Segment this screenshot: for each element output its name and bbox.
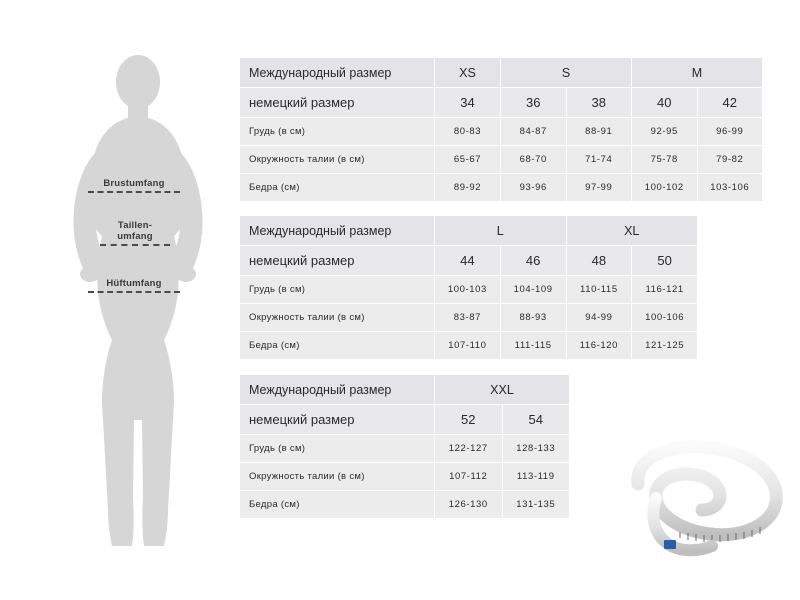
table-row [240, 58, 763, 88]
german-size-cell: 34 [435, 88, 501, 118]
row-header-cell: немецкий размер [240, 246, 435, 276]
table-row [240, 463, 570, 491]
table-row [240, 174, 763, 202]
table-row [240, 88, 763, 118]
table-row [240, 216, 698, 246]
waist-dashed-line [100, 244, 170, 246]
table-row [240, 435, 570, 463]
table-row [240, 332, 698, 360]
measurement-cell: 88-91 [566, 118, 632, 146]
measurement-cell: 75-78 [632, 146, 698, 174]
row-header-cell: Грудь (в см) [240, 276, 435, 304]
label-bust-text: Brustumfang [103, 178, 165, 189]
measurement-cell: 88-93 [500, 304, 566, 332]
measurement-cell: 97-99 [566, 174, 632, 202]
measurement-cell: 96-99 [697, 118, 763, 146]
measurement-cell: 111-115 [500, 332, 566, 360]
german-size-cell: 42 [697, 88, 763, 118]
row-header-cell: Международный размер [240, 58, 435, 88]
german-size-cell: 48 [566, 246, 632, 276]
measurement-cell: 103-106 [697, 174, 763, 202]
row-header-cell: Бедра (см) [240, 174, 435, 202]
german-size-cell: 50 [632, 246, 698, 276]
measurement-cell: 122-127 [435, 435, 503, 463]
measurement-cell: 110-115 [566, 276, 632, 304]
row-header-cell: Грудь (в см) [240, 118, 435, 146]
measurement-cell: 92-95 [632, 118, 698, 146]
measurement-cell: 131-135 [502, 491, 570, 519]
german-size-cell: 54 [502, 405, 570, 435]
measurement-cell: 84-87 [501, 118, 567, 146]
measurement-cell: 104-109 [500, 276, 566, 304]
german-size-cell: 44 [435, 246, 501, 276]
measurement-cell: 71-74 [566, 146, 632, 174]
measurement-cell: 100-102 [632, 174, 698, 202]
measurement-cell: 107-112 [435, 463, 503, 491]
measurement-cell: 116-121 [632, 276, 698, 304]
row-header-cell: Окружность талии (в см) [240, 146, 435, 174]
label-bust [88, 178, 180, 193]
body-figure [50, 40, 235, 560]
measurement-cell: 89-92 [435, 174, 501, 202]
size-table-l-xl [239, 215, 698, 360]
german-size-cell: 40 [632, 88, 698, 118]
measurement-cell: 100-106 [632, 304, 698, 332]
row-header-cell: немецкий размер [240, 405, 435, 435]
measurement-cell: 94-99 [566, 304, 632, 332]
measurement-cell: 126-130 [435, 491, 503, 519]
german-size-cell: 36 [501, 88, 567, 118]
german-size-cell: 38 [566, 88, 632, 118]
measurement-cell: 128-133 [502, 435, 570, 463]
measurement-cell: 93-96 [501, 174, 567, 202]
label-waist [100, 220, 170, 246]
hip-dashed-line [88, 291, 180, 293]
size-group-cell: M [632, 58, 763, 88]
size-table-xs-s-m [239, 57, 763, 202]
size-group-cell: XS [435, 58, 501, 88]
row-header-cell: Международный размер [240, 375, 435, 405]
row-header-cell: Бедра (см) [240, 332, 435, 360]
row-header-cell: Окружность талии (в см) [240, 304, 435, 332]
measurement-cell: 113-119 [502, 463, 570, 491]
label-waist-text-line2: umfang [117, 231, 153, 242]
table-row [240, 375, 570, 405]
size-group-cell: L [435, 216, 567, 246]
row-header-cell: Грудь (в см) [240, 435, 435, 463]
label-hip [88, 278, 180, 293]
measurement-cell: 121-125 [632, 332, 698, 360]
label-hip-text: Hüftumfang [106, 278, 162, 289]
bust-dashed-line [88, 191, 180, 193]
measurement-cell: 79-82 [697, 146, 763, 174]
measurement-cell: 80-83 [435, 118, 501, 146]
table-row [240, 118, 763, 146]
measurement-cell: 65-67 [435, 146, 501, 174]
row-header-cell: Окружность талии (в см) [240, 463, 435, 491]
size-table-xxl [239, 374, 570, 519]
table-row [240, 276, 698, 304]
measurement-cell: 116-120 [566, 332, 632, 360]
measurement-cell: 107-110 [435, 332, 501, 360]
german-size-cell: 52 [435, 405, 503, 435]
table-row [240, 405, 570, 435]
label-waist-text-line1: Taillen- [117, 220, 153, 231]
table-row [240, 304, 698, 332]
table-row [240, 146, 763, 174]
row-header-cell: Бедра (см) [240, 491, 435, 519]
measurement-cell: 100-103 [435, 276, 501, 304]
measurement-cell: 68-70 [501, 146, 567, 174]
size-group-cell: XL [566, 216, 698, 246]
measurement-cell: 83-87 [435, 304, 501, 332]
female-body-silhouette-icon [50, 40, 235, 560]
size-group-cell: S [501, 58, 632, 88]
row-header-cell: Международный размер [240, 216, 435, 246]
size-group-cell: XXL [435, 375, 570, 405]
german-size-cell: 46 [500, 246, 566, 276]
table-row [240, 246, 698, 276]
row-header-cell: немецкий размер [240, 88, 435, 118]
table-row [240, 491, 570, 519]
measuring-tape-icon [620, 440, 790, 560]
